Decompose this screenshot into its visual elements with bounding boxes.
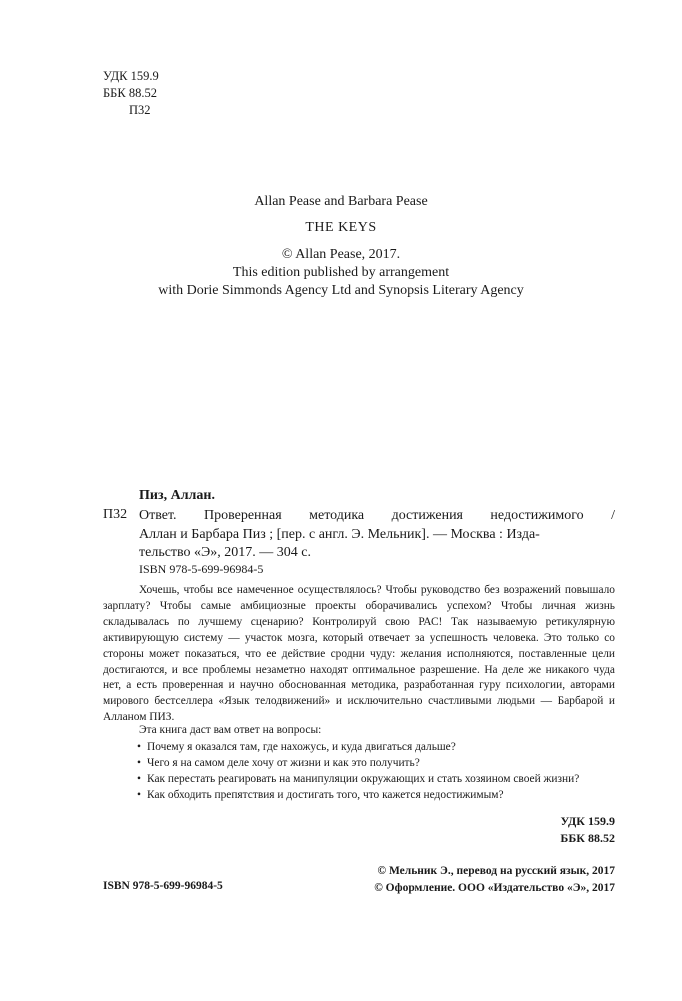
copyright-line: © Allan Pease, 2017.	[281, 247, 401, 262]
bbk-code: ББК 88.52	[103, 86, 157, 100]
copyright-translation: © Мельник Э., перевод на русский язык, 2017	[377, 865, 615, 877]
author-mark: П32	[129, 103, 151, 117]
bullet: •	[137, 741, 141, 753]
bullet: •	[137, 772, 141, 785]
question-text: Как обходить препятствия и достигать того, что кажется недостижимым?	[147, 788, 504, 801]
bib-description	[139, 507, 615, 563]
questions-intro: Эта книга даст вам ответ на вопросы:	[139, 724, 322, 736]
copyright-design: © Оформление. ООО «Издательство «Э», 2017	[374, 882, 615, 894]
list-item	[103, 788, 615, 804]
list-item	[103, 740, 615, 756]
list-item	[103, 772, 615, 788]
bib-line: тельство «Э», 2017. — 304 с.	[139, 545, 312, 560]
list-item	[103, 756, 615, 772]
bullet: •	[137, 788, 141, 801]
bullet: •	[137, 756, 141, 769]
udk-code: УДК 159.9	[103, 69, 159, 83]
original-authors: Allan Pease and Barbara Pease	[254, 194, 428, 209]
bib-line: Аллан и Барбара Пиз ; [пер. с англ. Э. Мельник]. — Москва : Изда-	[139, 526, 540, 542]
question-text: Почему я оказался там, где нахожусь, и куда двигаться дальше?	[147, 741, 456, 753]
question-text: Чего я на самом деле хочу от жизни и как это получить?	[147, 756, 420, 769]
original-title: THE KEYS	[305, 220, 377, 235]
annotation	[103, 583, 615, 726]
copyright-line: This edition published by arrangement	[232, 265, 450, 280]
footer-udk: УДК 159.9	[560, 814, 615, 828]
bib-isbn: ISBN 978-5-699-96984-5	[139, 562, 264, 576]
copyright-line: with Dorie Simmonds Agency Ltd and Synopsis Literary Agency	[158, 283, 524, 298]
question-text: Как перестать реагировать на манипуляции окружающих и стать хозяином своей жизни?	[147, 772, 580, 785]
bib-line: Ответ. Проверенная методика достижения недостижимого /	[139, 508, 615, 523]
footer-isbn: ISBN 978-5-699-96984-5	[103, 880, 223, 892]
footer-bbk: ББК 88.52	[560, 831, 615, 845]
bib-author: Пиз, Аллан.	[139, 488, 215, 503]
footer-copyrights	[374, 863, 615, 897]
footer-classification	[560, 813, 615, 847]
questions-list	[103, 740, 615, 804]
bib-code: П32	[103, 507, 128, 522]
original-copyright	[0, 246, 682, 300]
classification-block	[103, 68, 159, 119]
annotation-paragraph: Хочешь, чтобы все намеченное осуществлялось? Чтобы руководство без возражений повышало зарплату? Чтобы самые амбициозные проекты оборачивались успехом? Чтобы личная жизнь складывалась по лучшему сценарию? Контролируй свою РАС! Так называемую ретикулярную активирующую систему — участок мозга, который отвечает за успешность человека. Это только со стороны может показаться, что ее действие сродни чуду: желания исполняются, поставленные цели достигаются, и все проблемы незаметно находят оптимальное разрешение. На деле же никакого чуда нет, а есть проверенная и научно обоснованная методика, разработанная гуру психологии, авторами мирового бестселлера «Язык телодвижений» и исключительно счастливыми людьми — Барбарой и Алланом ПИЗ.	[103, 584, 615, 724]
